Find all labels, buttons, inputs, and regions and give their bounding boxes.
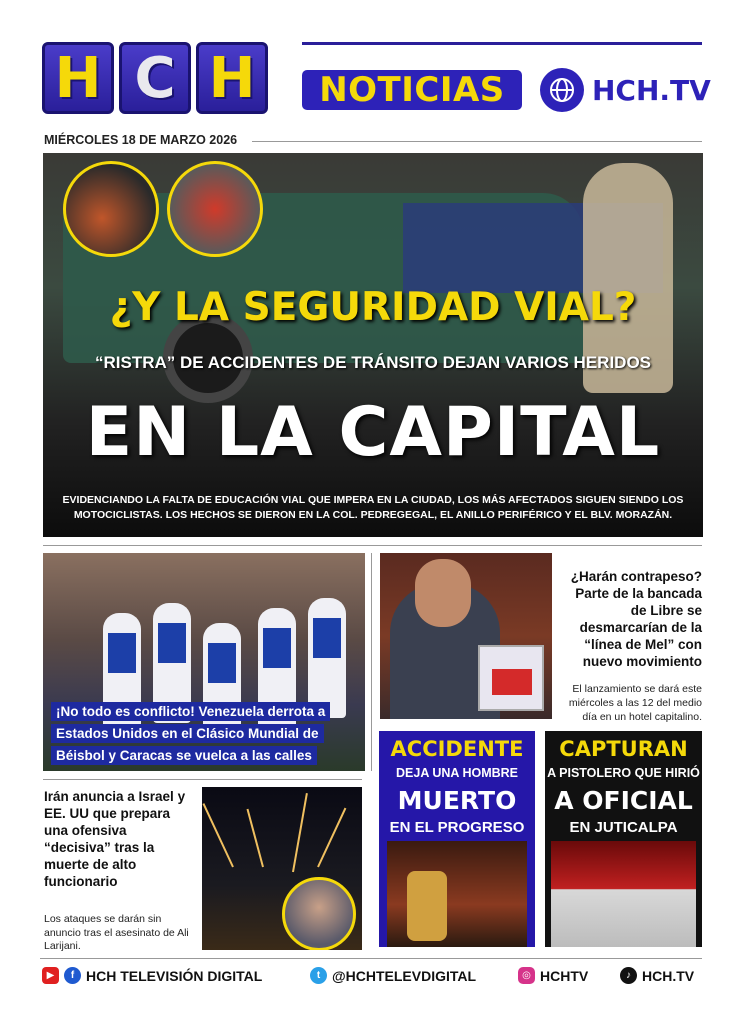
globe-icon-svg: [547, 75, 577, 105]
logo-letter-h1: H: [42, 42, 114, 114]
capture-photo: [551, 841, 696, 947]
missile-streak: [317, 808, 346, 868]
baseball-story[interactable]: [43, 553, 365, 771]
header-divider: [302, 42, 702, 45]
footer-twitter[interactable]: [310, 967, 476, 984]
capture-line2: A PISTOLERO QUE HIRIÓ: [547, 766, 700, 780]
footer-instagram[interactable]: [518, 967, 588, 984]
official-portrait: [282, 877, 356, 950]
politics-headline[interactable]: ¿Harán contrapeso? Parte de la bancada de Libre se desmarcarían de la “línea de Mel” con nuevo movimiento: [570, 569, 702, 669]
capture-story[interactable]: [545, 731, 702, 947]
issue-date: MIÉRCOLES 18 DE MARZO 2026: [44, 133, 238, 147]
politics-photo[interactable]: [380, 553, 552, 719]
logo-letter-h2: H: [196, 42, 268, 114]
missile-streak: [203, 803, 234, 867]
capture-line4: EN JUTICALPA: [569, 819, 678, 836]
baseball-caption-wrap: [51, 701, 357, 767]
hero-headline: EN LA CAPITAL: [85, 393, 661, 472]
logo-letter-c: C: [119, 42, 191, 114]
footer-youtube-facebook-label: HCH TELEVISIÓN DIGITAL: [86, 967, 263, 984]
iran-footnote: Los ataques se darán sin anuncio tras el asesinato de Ali Larijani.: [44, 913, 189, 952]
footer-youtube-facebook[interactable]: [42, 967, 262, 984]
lanzamiento-poster: [478, 645, 544, 711]
baseball-player: [308, 598, 346, 718]
section-divider: [43, 545, 702, 546]
hero-question: ¿Y LA SEGURIDAD VIAL?: [109, 285, 637, 330]
date-divider: [252, 141, 702, 142]
accident-line4: EN EL PROGRESO: [389, 819, 525, 836]
hero-subtitle: “RISTRA” DE ACCIDENTES DE TRÁNSITO DEJAN VARIOS HERIDOS: [94, 353, 652, 372]
instagram-icon: ◎: [518, 967, 535, 984]
section-divider: [43, 779, 362, 780]
twitter-icon: t: [310, 967, 327, 984]
accident-story[interactable]: [379, 731, 535, 947]
accident-photo: [387, 841, 527, 947]
missile-streak: [292, 793, 308, 872]
hero-story[interactable]: [43, 153, 703, 537]
footer-twitter-label: @HCHTELEVDIGITAL: [332, 967, 477, 984]
hero-inset-photo-2: [167, 161, 263, 257]
iran-headline[interactable]: Irán anuncia a Israel y EE. UU que prepara una ofensiva “decisiva” tras la muerte de alto funcionario: [44, 789, 186, 889]
footer-tiktok-label: HCH.TV: [642, 967, 695, 984]
hero-inset-photo-1: [63, 161, 159, 257]
footer-divider: [40, 958, 702, 959]
iran-photo[interactable]: [202, 787, 362, 950]
politician-face: [415, 559, 471, 627]
footer-instagram-label: HCHTV: [540, 967, 589, 984]
footer-tiktok[interactable]: [620, 967, 694, 984]
globe-icon: [540, 68, 584, 112]
column-divider: [371, 553, 372, 771]
hch-logo[interactable]: [42, 42, 268, 114]
accident-line2: DEJA UNA HOMBRE: [396, 766, 518, 780]
youtube-icon: ▶: [42, 967, 59, 984]
capture-line1: CAPTURAN: [559, 737, 688, 761]
accident-line3: MUERTO: [397, 786, 517, 815]
section-label: NOTICIAS: [302, 70, 522, 110]
missile-streak: [247, 809, 264, 867]
hero-description: EVIDENCIANDO LA FALTA DE EDUCACIÓN VIAL QUE IMPERA EN LA CIUDAD, LOS MÁS AFECTADOS SIGUEN SIENDO LOS MOTOCICLISTAS. LOS HECHOS SE DIERON EN LA COL. PEDREGEGAL, EL ANILLO PERIFÉRICO Y EL BLV. MORAZÁN.: [62, 494, 684, 521]
baseball-caption: ¡No todo es conflicto! Venezuela derrota a Estados Unidos en el Clásico Mundial de Béisbol y Caracas se vuelca a las calles: [51, 702, 330, 765]
tiktok-icon: ♪: [620, 967, 637, 984]
capture-line3: A OFICIAL: [554, 786, 693, 815]
accident-line1: ACCIDENTE: [390, 737, 524, 761]
politics-footnote: El lanzamiento se dará este miércoles a las 12 del medio día en un hotel capitalino.: [568, 683, 702, 723]
facebook-icon: f: [64, 967, 81, 984]
site-label[interactable]: HCH.TV: [592, 74, 711, 107]
